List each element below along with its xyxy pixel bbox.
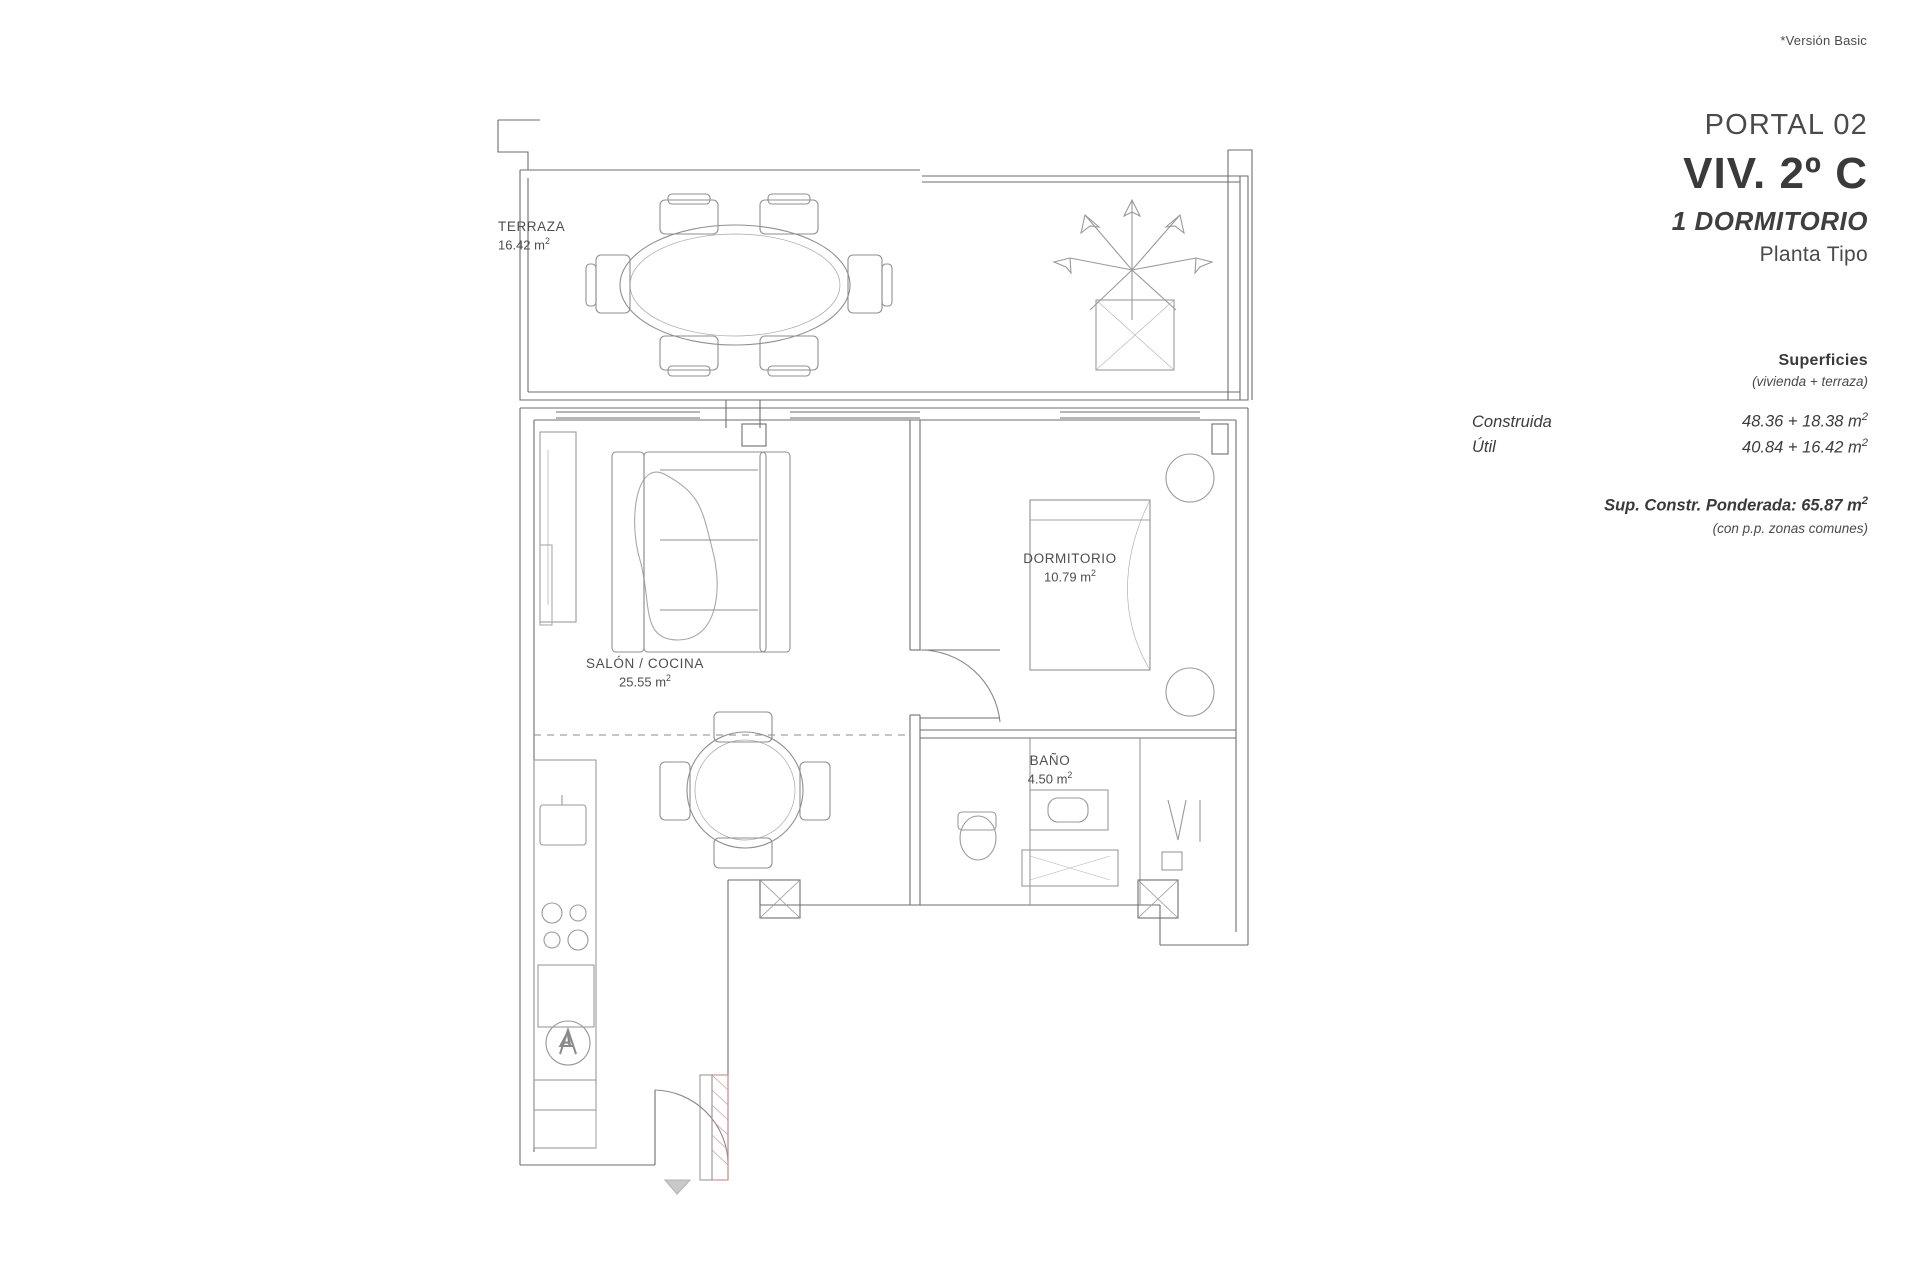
wall-top-left-stub <box>498 120 528 170</box>
window-frame-box-2 <box>1212 424 1228 454</box>
room-name: SALÓN / COCINA <box>586 656 704 671</box>
room-name: BAÑO <box>1029 753 1071 768</box>
room-area-sup: 2 <box>666 673 671 684</box>
surface-row-value <box>1742 437 1868 458</box>
salon-rug <box>635 472 718 640</box>
window-frame-box-1 <box>742 424 766 446</box>
bath-sink <box>1048 798 1088 822</box>
room-label-dormitorio <box>955 550 1185 586</box>
kitchen-burner <box>544 932 560 948</box>
terrace-plant <box>1054 200 1212 320</box>
kitchen-burner <box>568 930 588 950</box>
kitchen-oven <box>538 965 594 1027</box>
surfaces-rows <box>1448 411 1868 457</box>
weighted-surface-sup: 2 <box>1861 495 1868 507</box>
unit-header <box>1448 110 1868 267</box>
bath-bathtub-x <box>1030 856 1110 880</box>
kitchen-sink <box>540 805 586 845</box>
surface-row-value <box>1742 411 1868 432</box>
terrace-planter-x <box>1096 300 1174 370</box>
window-dormitorio <box>1060 412 1200 418</box>
weighted-surface-text: Sup. Constr. Ponderada: 65.87 m <box>1604 496 1862 515</box>
surfaces-block <box>1448 352 1868 536</box>
unit-title: VIV. 2º C <box>1683 148 1868 198</box>
bath-shower-glyph <box>1168 800 1186 840</box>
surface-row-value-text: 48.36 + 18.38 m <box>1742 412 1862 431</box>
terrace-table-inner <box>630 234 840 336</box>
terrace-chair <box>848 255 882 313</box>
room-name: DORMITORIO <box>1023 551 1117 566</box>
room-area-text: 16.42 m <box>498 237 545 253</box>
portal-title: PORTAL 02 <box>1704 109 1868 141</box>
surface-row-label: Útil <box>1472 438 1496 456</box>
surface-row-unit-sup: 2 <box>1861 411 1868 423</box>
weighted-surface <box>1448 495 1868 516</box>
terrace-chair-back <box>882 264 892 306</box>
room-label-salon-cocina <box>530 655 760 691</box>
room-area-text: 10.79 m <box>1044 569 1092 585</box>
floor-type-label: Planta Tipo <box>1759 243 1868 267</box>
entry-direction-marker <box>665 1180 690 1194</box>
shaft-x-2 <box>1138 880 1178 918</box>
entry-door-frame <box>700 1075 712 1180</box>
terrace-chair-back <box>668 366 710 376</box>
bedrooms-label: 1 DORMITORIO <box>1671 206 1868 237</box>
terrace-table <box>620 225 850 345</box>
weighted-surface-note: (con p.p. zonas comunes) <box>1712 520 1868 536</box>
room-area-sup: 2 <box>544 236 550 247</box>
room-area-text: 4.50 m <box>1027 771 1068 787</box>
room-area <box>530 673 760 691</box>
terrace-chair <box>760 200 818 234</box>
dining-table <box>687 732 803 848</box>
room-name: TERRAZA <box>498 219 566 234</box>
terrace-chair-back <box>668 194 710 204</box>
room-label-terraza <box>498 218 565 254</box>
kitchen-fridge <box>534 1080 596 1148</box>
surface-row <box>1448 411 1868 432</box>
room-label-bano <box>960 752 1140 788</box>
surface-row-label: Construida <box>1472 412 1552 431</box>
door-entry-swing <box>655 1090 728 1162</box>
terrace-chair <box>760 336 818 370</box>
nightstand-lamp-2 <box>1166 668 1214 716</box>
version-note: *Versión Basic <box>1780 33 1867 48</box>
bath-cistern <box>958 812 996 830</box>
terrace-chair-back <box>768 366 810 376</box>
terrace-chair <box>596 255 630 313</box>
salon-tv-panel <box>540 545 552 625</box>
entry-door-hatch <box>712 1075 728 1165</box>
window-salon-1 <box>556 412 700 418</box>
salon-tv-unit <box>540 432 576 622</box>
salon-sofa <box>612 452 790 652</box>
shaft-x-1 <box>760 880 800 918</box>
bath-drain <box>1162 852 1182 870</box>
kitchen-burner <box>570 905 586 921</box>
room-area <box>955 568 1185 586</box>
room-area-sup: 2 <box>1091 568 1096 579</box>
surfaces-title: Superficies <box>1778 352 1868 369</box>
north-marker-label: A <box>559 1031 573 1052</box>
surface-row-unit-sup: 2 <box>1861 436 1868 449</box>
bath-toilet <box>960 816 996 860</box>
surfaces-subtitle: (vivienda + terraza) <box>1752 374 1868 389</box>
terrace-chair <box>660 200 718 234</box>
room-area <box>498 236 565 254</box>
window-salon-2 <box>790 412 920 418</box>
terrace-chair-back <box>768 194 810 204</box>
terrace-chair-back <box>586 264 596 306</box>
dining-table-inner <box>695 740 795 840</box>
surface-row <box>1448 437 1868 458</box>
door-dormitorio-swing <box>920 650 1000 722</box>
nightstand-lamp <box>1166 454 1214 502</box>
surface-row-value-text: 40.84 + 16.42 m <box>1742 438 1862 456</box>
room-area <box>960 770 1140 788</box>
bath-sink-counter <box>1030 790 1108 830</box>
room-area-text: 25.55 m <box>619 674 667 690</box>
room-area-sup: 2 <box>1067 770 1073 781</box>
terrace-chair <box>660 336 718 370</box>
kitchen-burner <box>542 903 562 923</box>
wall-terrace-outline <box>520 170 1248 400</box>
